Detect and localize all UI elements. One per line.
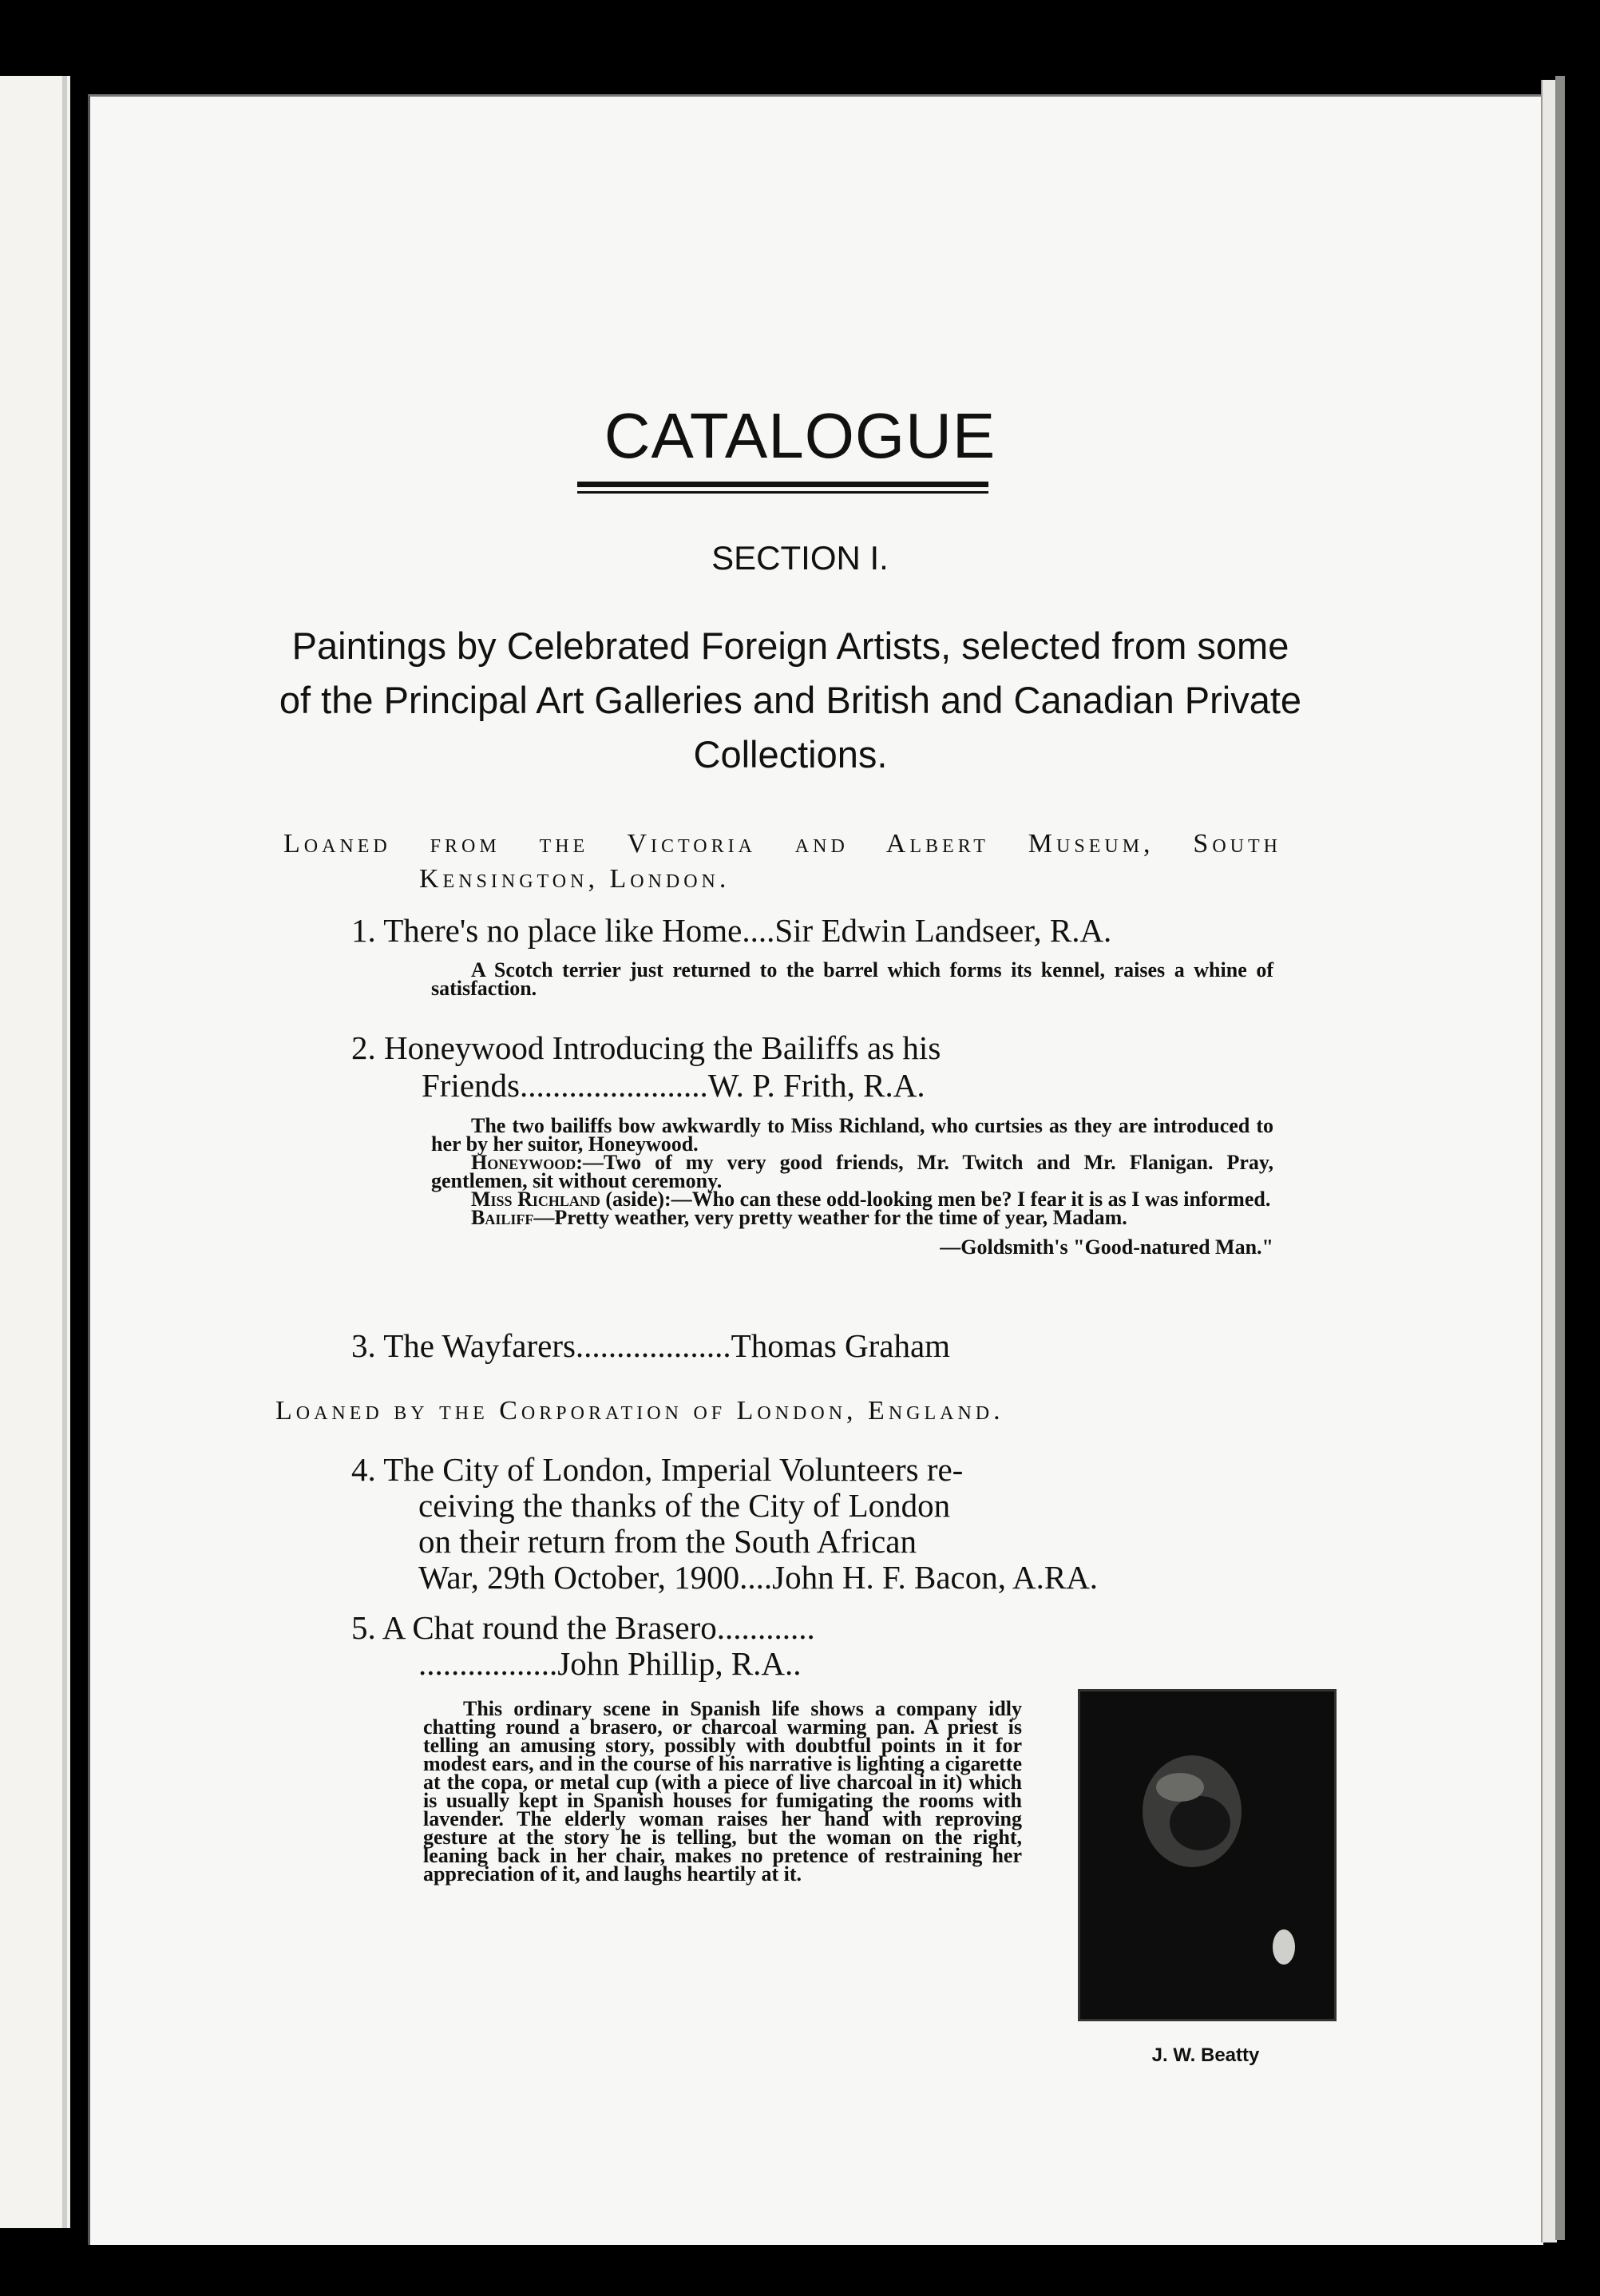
title-rule bbox=[577, 482, 988, 487]
entry-dialogue-line bbox=[431, 1208, 1273, 1227]
catalogue-entry-1: 1. There's no place like Home....Sir Edwin Landseer, R.A. bbox=[351, 912, 1112, 949]
section-heading: SECTION I. bbox=[711, 539, 889, 577]
speaker-name: Bailiff bbox=[471, 1206, 534, 1229]
entry-2-description bbox=[431, 1114, 1273, 1259]
catalogue-entry-5: 5. A Chat round the Brasero............ bbox=[351, 1609, 815, 1646]
section-subtitle: Paintings by Celebrated Foreign Artists, selected from some of the Principal Art Galleries and British and Canadian Private Collections. bbox=[279, 625, 1302, 775]
speaker-name: Honeywood: bbox=[471, 1151, 583, 1174]
dialogue-text: (aside):—Who can these odd-looking men be? I fear it is as I was informed. bbox=[600, 1188, 1271, 1211]
speaker-name: Miss Richland bbox=[471, 1188, 600, 1211]
catalogue-entry-4-cont: ceiving the thanks of the City of London bbox=[418, 1487, 951, 1524]
portrait-photo bbox=[1078, 1689, 1337, 2021]
page-title: CATALOGUE bbox=[604, 400, 996, 471]
catalogue-entry-4: 4. The City of London, Imperial Volunteers re- bbox=[351, 1451, 964, 1488]
catalogue-entry-4-cont: War, 29th October, 1900....John H. F. Bacon, A.RA. bbox=[418, 1559, 1099, 1596]
catalogue-entry-3: 3. The Wayfarers...................Thomas Graham bbox=[351, 1327, 951, 1364]
entry-description-text: This ordinary scene in Spanish life shows a company idly chatting round a brasero, or charcoal warming pan. A priest is telling an amusing story, possibly with doubtful points in it for modest ears, and in the course of his narrative is lighting a cigarette at the copa, or metal cup (with a piece of live charcoal in it) which is usually kept in Spanish houses for fumigating the rooms with lavender. The elderly woman raises her hand with reproving gesture at the story he is telling, but the woman on the right, leaning back in her chair, makes no pretence of restraining her appreciation of it, and laughs heartily at it. bbox=[423, 1697, 1022, 1886]
loan-source-heading-2: Loaned by the Corporation of London, England. bbox=[275, 1396, 1004, 1426]
dialogue-text: —Pretty weather, very pretty weather for the time of year, Madam. bbox=[533, 1206, 1127, 1229]
catalogue-entry-4-cont: on their return from the South African bbox=[418, 1523, 917, 1560]
entry-5-description bbox=[423, 1697, 1022, 1886]
loan-source-line: Kensington, London. bbox=[419, 864, 731, 894]
quotation-source: —Goldsmith's "Good-natured Man." bbox=[940, 1235, 1273, 1259]
photo-caption: J. W. Beatty bbox=[1151, 2044, 1260, 2066]
entry-description-text: The two bailiffs bow awkwardly to Miss Richland, who curtsies as they are introduced to her by her suitor, Honeywood. bbox=[431, 1114, 1273, 1156]
catalogue-entry-2: 2. Honeywood Introducing the Bailiffs as his bbox=[351, 1029, 941, 1066]
dialogue-text: —Two of my very good friends, Mr. Twitch and Mr. Flanigan. Pray, gentlemen, sit without ceremony. bbox=[431, 1151, 1273, 1192]
entry-description-text: A Scotch terrier just returned to the barrel which forms its kennel, raises a whine of satisfaction. bbox=[431, 958, 1273, 1000]
entry-dialogue-line bbox=[431, 1153, 1273, 1190]
portrait-image bbox=[1080, 1691, 1334, 2019]
catalogue-entry-5-cont: .................John Phillip, R.A.. bbox=[418, 1645, 802, 1682]
entry-1-description bbox=[431, 958, 1273, 1000]
catalogue-entry-2-cont: Friends.......................W. P. Frith, R.A. bbox=[422, 1067, 925, 1104]
loan-source-line: Loaned from the Victoria and Albert Museum, South bbox=[283, 829, 1281, 859]
title-rule-thin bbox=[577, 491, 988, 494]
loan-source-heading bbox=[283, 827, 1281, 897]
